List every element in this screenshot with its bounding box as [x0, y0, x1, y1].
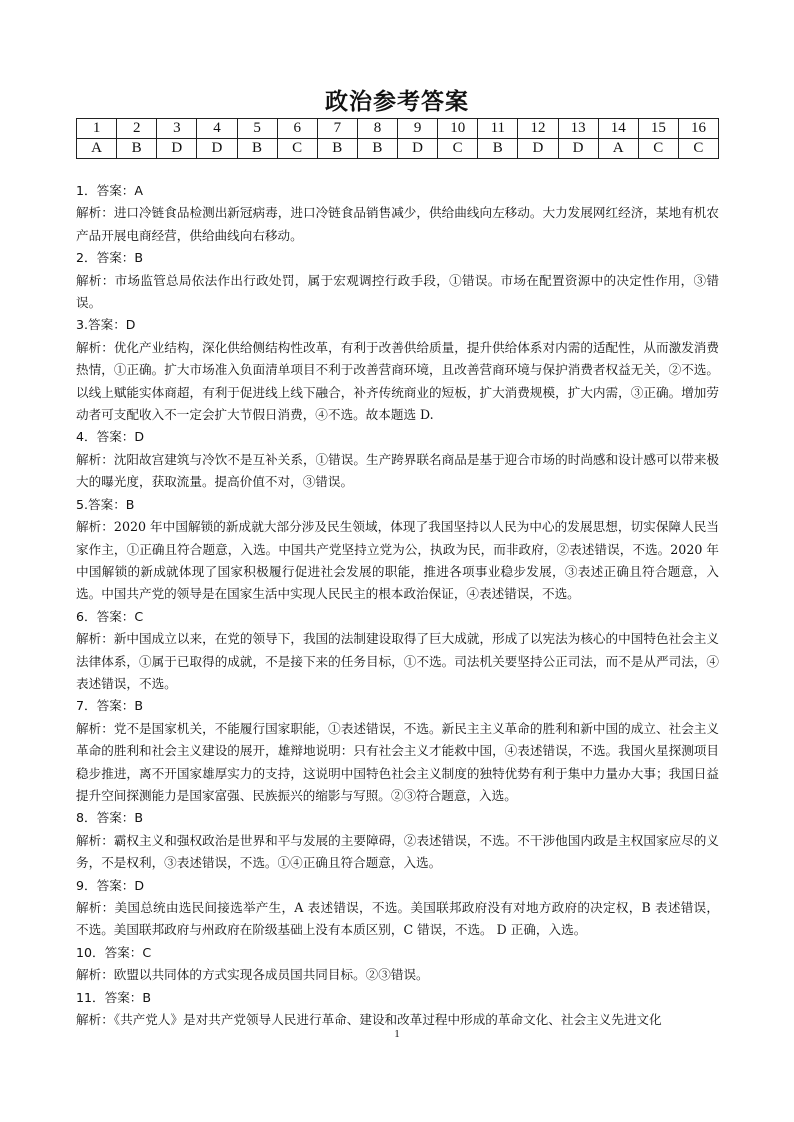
answer-line: 7．答案：B: [76, 698, 144, 714]
question-number-cell: 5: [237, 119, 277, 139]
analysis-text: 解析：新中国成立以来，在党的领导下，我国的法制建设取得了巨大成就，形成了以宪法为核心的中国特色社会主义法律体系，①属于已取得的成就，不是接下来的任务目标，①不选。司法机关要坚持公正司法，而不是从严司法，④表述错误，不选。: [76, 631, 719, 691]
question-number-cell: 10: [438, 119, 478, 139]
analysis-text: 解析：欧盟以共同体的方式实现各成员国共同目标。②③错误。: [76, 967, 429, 983]
analysis-text: 解析：优化产业结构，深化供给侧结构性改革，有利于改善供给质量，提升供给体系对内需的适配性，从而激发消费热情，①正确。扩大市场准入负面清单项目不利于改善营商环境，且改善营商环境与保护消费者权益无关，②不选。以线上赋能实体商超，有利于促进线上线下融合，补齐传统商业的短板，扩大消费规模，扩大内需，③正确。增加劳动者可支配收入不一定会扩大节假日消费，④不选。故本题选 D.: [76, 339, 719, 423]
question-number-cell: 6: [277, 119, 317, 139]
answer-letter-cell: C: [638, 139, 678, 159]
analysis-text: 解析：《共产党人》是对共产党领导人民进行革命、建设和改革过程中形成的革命文化、社会主义先进文化: [76, 1012, 662, 1028]
answer-explanations: [76, 180, 719, 1031]
page-title: 政治参考答案: [325, 89, 469, 115]
answer-letter-cell: D: [558, 139, 598, 159]
answer-letter-cell: C: [277, 139, 317, 159]
answer-letter-cell: B: [478, 139, 518, 159]
answer-letter-cell: B: [237, 139, 277, 159]
answer-letter-cell: C: [438, 139, 478, 159]
answer-letter-cell: C: [678, 139, 718, 159]
question-number-cell: 1: [77, 119, 117, 139]
answer-letter-cell: B: [317, 139, 357, 159]
analysis-text: 解析：2020 年中国解锁的新成就大部分涉及民生领域，体现了我国坚持以人民为中心的发展思想，切实保障人民当家作主，①正确且符合题意，入选。中国共产党坚持立党为公，执政为民，而非政府，②表述错误，不选。2020 年中国解锁的新成就体现了国家积极履行促进社会发展的职能，推进各项事业稳步发展，③表述正确且符合题意，入选。中国共产党的领导是在国家生活中实现人民民主的根本政治保证，④表述错误，不选。: [76, 519, 719, 602]
answer-line: 5.答案：B: [76, 496, 135, 512]
analysis-text: 解析：党不是国家机关，不能履行国家职能，①表述错误，不选。新民主主义革命的胜利和新中国的成立、社会主义革命的胜利和社会主义建设的展开，雄辩地说明：只有社会主义才能救中国，④表述错误，不选。我国火星探测项目稳步推进，离不开国家雄厚实力的支持，这说明中国特色社会主义制度的独特优势有利于集中力量办大事；我国日益提升空间探测能力是国家富强、民族振兴的缩影与写照。②③符合题意，入选。: [76, 720, 719, 803]
answer-letter-cell: D: [398, 139, 438, 159]
answer-letter-cell: B: [357, 139, 397, 159]
question-10: [76, 942, 719, 987]
question-number-cell: 7: [317, 119, 357, 139]
answer-line: 2．答案：B: [76, 250, 144, 266]
question-2: [76, 247, 719, 314]
question-number-cell: 4: [197, 119, 237, 139]
question-number-cell: 13: [558, 119, 598, 139]
answer-line: 9．答案：D: [76, 877, 145, 893]
answer-line: 1．答案：A: [76, 183, 144, 198]
question-number-cell: 11: [478, 119, 518, 139]
analysis-text: 解析：美国总统由选民间接选举产生，A 表述错误，不选。美国联邦政府没有对地方政府的决定权，B 表述错误，不选。美国联邦政府与州政府在阶级基础上没有本质区别，C 错误，不选。 D 正确，入选。: [76, 900, 719, 938]
question-4: [76, 426, 719, 493]
question-5: [76, 494, 719, 606]
analysis-text: 解析：市场监管总局依法作出行政处罚，属于宏观调控行政手段，①错误。市场在配置资源中的决定性作用，③错误。: [76, 272, 719, 311]
question-number-row: [77, 119, 719, 139]
question-number-cell: 3: [157, 119, 197, 139]
question-1: [76, 180, 719, 247]
answer-letter-row: [77, 139, 719, 159]
answer-line: 8．答案：B: [76, 810, 144, 826]
answer-line: 6．答案：C: [76, 608, 144, 624]
answer-letter-cell: A: [77, 139, 117, 159]
answer-letter-cell: D: [518, 139, 558, 159]
analysis-text: 解析：霸权主义和强权政治是世界和平与发展的主要障碍，②表述错误，不选。不干涉他国内政是主权国家应尽的义务，不是权利，③表述错误，不选。①④正确且符合题意，入选。: [76, 832, 719, 871]
answer-letter-cell: A: [598, 139, 638, 159]
answer-line: 10．答案：C: [76, 944, 152, 960]
question-number-cell: 14: [598, 119, 638, 139]
question-11: [76, 987, 719, 1032]
answer-line: 11．答案：B: [76, 989, 152, 1005]
answer-line: 4．答案：D: [76, 429, 145, 445]
answer-letter-cell: D: [157, 139, 197, 159]
analysis-text: 解析：进口冷链食品检测出新冠病毒，进口冷链食品销售减少，供给曲线向左移动。大力发展网红经济，某地有机农产品开展电商经营，供给曲线向右移动。: [76, 205, 719, 243]
question-number-cell: 15: [638, 119, 678, 139]
answer-line: 3.答案：D: [76, 317, 136, 333]
answer-letter-cell: B: [117, 139, 157, 159]
answer-key-table: [76, 118, 719, 159]
question-6: [76, 606, 719, 696]
question-number-cell: 12: [518, 119, 558, 139]
question-number-cell: 2: [117, 119, 157, 139]
page-number: 1: [394, 1028, 400, 1040]
question-number-cell: 16: [678, 119, 718, 139]
analysis-text: 解析：沈阳故宫建筑与冷饮不是互补关系，①错误。生产跨界联名商品是基于迎合市场的时尚感和设计感可以带来极大的曝光度，获取流量。提高价值不对，③错误。: [76, 451, 719, 490]
question-number-cell: 9: [398, 119, 438, 139]
question-7: [76, 695, 719, 807]
question-number-cell: 8: [357, 119, 397, 139]
question-8: [76, 807, 719, 874]
question-3: [76, 314, 719, 426]
answer-letter-cell: D: [197, 139, 237, 159]
question-9: [76, 875, 719, 942]
